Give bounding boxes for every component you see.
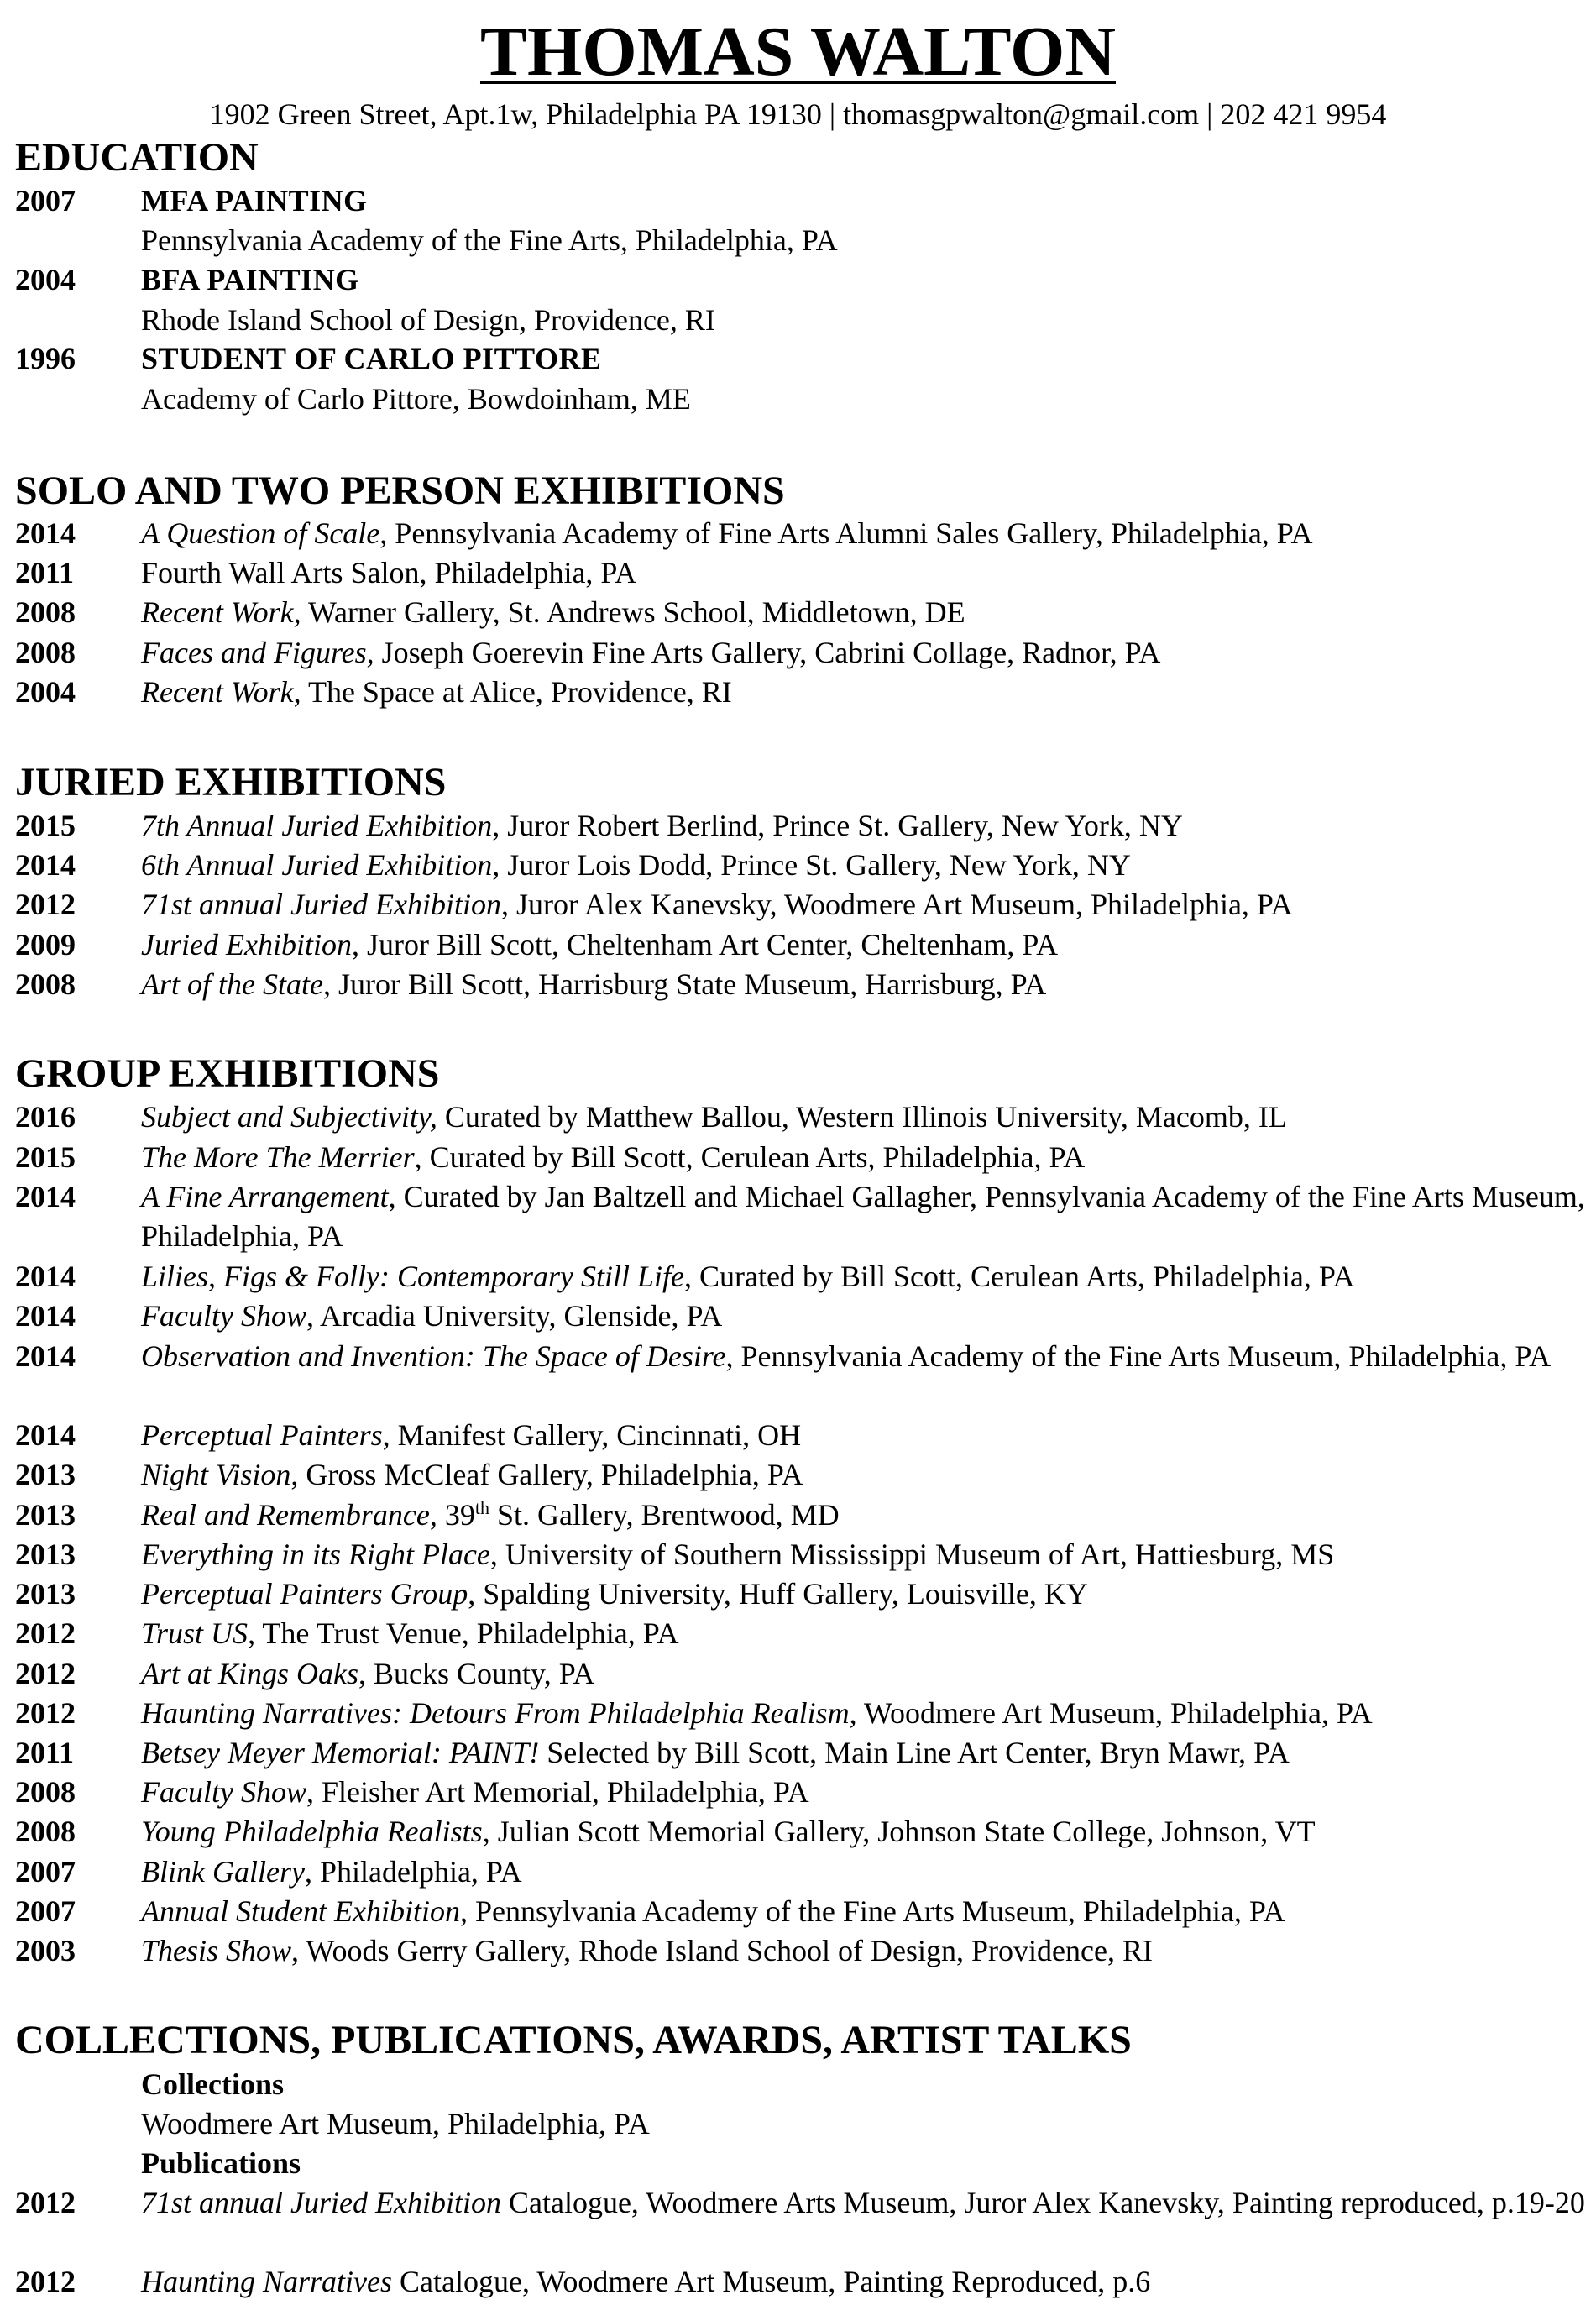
entry	[141, 1733, 1585, 1773]
exhibition-title: The More The Merrier	[141, 1140, 415, 1174]
entry	[141, 1535, 1585, 1574]
publication-title: 71st annual Juried Exhibition	[141, 2186, 501, 2219]
exhibition-details: , Woodmere Art Museum, Philadelphia, PA	[849, 1696, 1373, 1730]
degree: MFA PAINTING	[141, 184, 368, 217]
exhibition-title: Night Vision	[141, 1458, 291, 1491]
entry	[141, 673, 1585, 712]
ordinal-suffix: th	[474, 1497, 490, 1518]
entry	[141, 1097, 1585, 1137]
year: 2016	[15, 1100, 76, 1134]
year: 2014	[15, 848, 76, 882]
exhibition-title: A Fine Arrangement	[141, 1180, 389, 1213]
year: 2013	[15, 1577, 76, 1611]
exhibition-details: , Pennsylvania Academy of the Fine Arts Museum, Philadelphia, PA	[725, 1339, 1552, 1373]
exhibition-details: , Juror Alex Kanevsky, Woodmere Art Museum, Philadelphia, PA	[500, 888, 1293, 921]
entry	[141, 1416, 1585, 1455]
exhibition-details: Selected by Bill Scott, Main Line Art Center, Bryn Mawr, PA	[539, 1736, 1290, 1769]
year: 2004	[15, 263, 76, 296]
exhibition-details: , The Trust Venue, Philadelphia, PA	[248, 1616, 679, 1650]
exhibition-details: Joseph Goerevin Fine Arts Gallery, Cabrini Collage, Radnor, PA	[374, 636, 1161, 669]
year: 2009	[15, 928, 76, 961]
exhibition-details: , Pennsylvania Academy of the Fine Arts Museum, Philadelphia, PA	[459, 1894, 1285, 1928]
exhibition-title: Young Philadelphia Realists	[141, 1815, 483, 1848]
exhibition-title: Annual Student Exhibition	[141, 1894, 460, 1928]
entry	[141, 846, 1585, 885]
exhibition-details: , Curated by Bill Scott, Cerulean Arts, Philadelphia, PA	[414, 1140, 1086, 1174]
exhibition-details: Curated by Matthew Ballou, Western Illinois University, Macomb, IL	[437, 1100, 1287, 1134]
entry	[141, 1297, 1585, 1336]
exhibition-title: Perceptual Painters Group	[141, 1577, 468, 1611]
entry	[141, 514, 1585, 553]
year: 2012	[15, 2186, 76, 2219]
exhibition-title: Faces and Figures,	[141, 636, 374, 669]
exhibition-title: Betsey Meyer Memorial: PAINT!	[141, 1736, 540, 1769]
exhibition-details: , Curated by Bill Scott, Cerulean Arts, Philadelphia, PA	[683, 1260, 1355, 1293]
publications-label: Publications	[141, 2146, 301, 2180]
year: 2008	[15, 967, 76, 1001]
entry	[141, 965, 1585, 1004]
resume-name: THOMAS WALTON	[479, 13, 1117, 91]
degree: BFA PAINTING	[141, 263, 359, 296]
collections-heading: COLLECTIONS, PUBLICATIONS, AWARDS, ARTIST TALKS	[15, 2018, 1132, 2062]
year: 2012	[15, 1657, 76, 1690]
group-heading: GROUP EXHIBITIONS	[15, 1051, 440, 1096]
entry	[141, 593, 1585, 632]
exhibition-details: , Curated by Jan Baltzell and Michael Gallagher, Pennsylvania Academy of the Fine Arts Museum, Philadelphia, PA	[141, 1180, 1585, 1254]
entry	[141, 1574, 1585, 1614]
exhibition-title: Perceptual Painters	[141, 1418, 383, 1452]
entry	[141, 925, 1585, 965]
entry	[141, 1812, 1585, 1852]
year: 1996	[15, 342, 76, 375]
year: 2012	[15, 1696, 76, 1730]
exhibition-details: , Juror Robert Berlind, Prince St. Gallery, New York, NY	[492, 809, 1183, 842]
year: 2008	[15, 1775, 76, 1809]
exhibition-details: , Spalding University, Huff Gallery, Louisville, KY	[468, 1577, 1088, 1611]
year: 2008	[15, 1815, 76, 1848]
entry	[141, 1496, 1585, 1535]
year: 2007	[15, 1894, 76, 1928]
exhibition-details: , Bucks County, PA	[358, 1657, 595, 1690]
entry	[141, 2262, 1585, 2302]
school: Pennsylvania Academy of the Fine Arts, Philadelphia, PA	[141, 223, 838, 257]
year: 2014	[15, 1299, 76, 1333]
school: Academy of Carlo Pittore, Bowdoinham, ME	[141, 382, 691, 416]
exhibition-title: Faculty Show	[141, 1299, 306, 1333]
exhibition-title: Recent Work	[141, 675, 294, 709]
year: 2007	[15, 184, 76, 217]
exhibition-title: 71st annual Juried Exhibition	[141, 888, 501, 921]
year: 2008	[15, 595, 76, 629]
exhibition-title: Subject and Subjectivity,	[141, 1100, 437, 1134]
year: 2013	[15, 1458, 76, 1491]
exhibition-title: Thesis Show	[141, 1934, 292, 1967]
entry	[141, 806, 1585, 846]
year: 2014	[15, 1180, 76, 1213]
exhibition-title: Art of the State	[141, 967, 323, 1001]
education-heading: EDUCATION	[15, 135, 259, 180]
exhibition-details: , Juror Bill Scott, Harrisburg State Museum, Harrisburg, PA	[322, 967, 1047, 1001]
entry	[141, 1614, 1585, 1653]
entry	[141, 1773, 1585, 1812]
exhibition-title: 6th Annual Juried Exhibition	[141, 848, 493, 882]
exhibition-title: Blink Gallery	[141, 1855, 305, 1889]
exhibition-details: , University of Southern Mississippi Museum of Art, Hattiesburg, MS	[489, 1538, 1335, 1571]
year: 2012	[15, 2265, 76, 2298]
entry	[141, 1892, 1585, 1931]
solo-heading: SOLO AND TWO PERSON EXHIBITIONS	[15, 469, 785, 513]
collection-item: Woodmere Art Museum, Philadelphia, PA	[141, 2107, 650, 2140]
exhibition-details: , 39th St. Gallery, Brentwood, MD	[429, 1497, 840, 1532]
entry	[141, 1852, 1585, 1892]
year: 2011	[15, 1736, 75, 1769]
exhibition-title: 7th Annual Juried Exhibition	[141, 809, 493, 842]
year: 2015	[15, 809, 76, 842]
year: 2014	[15, 516, 76, 550]
school: Rhode Island School of Design, Providence, RI	[141, 303, 715, 337]
entry	[141, 2183, 1585, 2223]
exhibition-details: , Gross McCleaf Gallery, Philadelphia, PA	[290, 1458, 803, 1491]
publication-title: Haunting Narratives	[141, 2265, 393, 2298]
exhibition-details: , Philadelphia, PA	[304, 1855, 522, 1889]
entry	[141, 1694, 1585, 1733]
entry	[141, 1654, 1585, 1694]
year: 2013	[15, 1538, 76, 1571]
exhibition-details: , Arcadia University, Glenside, PA	[306, 1299, 723, 1333]
year: 2011	[15, 556, 75, 589]
entry	[141, 1138, 1585, 1177]
exhibition-details: , Pennsylvania Academy of Fine Arts Alumni Sales Gallery, Philadelphia, PA	[379, 516, 1313, 550]
exhibition-details: Fourth Wall Arts Salon, Philadelphia, PA	[141, 556, 637, 589]
entry	[141, 633, 1585, 673]
exhibition-details: , Juror Lois Dodd, Prince St. Gallery, New York, NY	[492, 848, 1131, 882]
exhibition-title: Haunting Narratives: Detours From Philadelphia Realism	[141, 1696, 850, 1730]
entry	[141, 1257, 1585, 1297]
exhibition-details: , Juror Bill Scott, Cheltenham Art Center, Cheltenham, PA	[351, 928, 1059, 961]
year: 2007	[15, 1855, 76, 1889]
entry	[141, 553, 1585, 593]
entry	[141, 1931, 1585, 1971]
exhibition-details: , Manifest Gallery, Cincinnati, OH	[382, 1418, 802, 1452]
year: 2004	[15, 675, 76, 709]
exhibition-title: Real and Remembrance	[141, 1498, 430, 1532]
year: 2015	[15, 1140, 76, 1174]
exhibition-details: , Julian Scott Memorial Gallery, Johnson State College, Johnson, VT	[482, 1815, 1316, 1848]
entry	[141, 1455, 1585, 1495]
exhibition-details: , Fleisher Art Memorial, Philadelphia, PA	[306, 1775, 809, 1809]
year: 2012	[15, 1616, 76, 1650]
entry	[141, 885, 1585, 925]
juried-heading: JURIED EXHIBITIONS	[15, 760, 447, 804]
exhibition-details: Warner Gallery, St. Andrews School, Middletown, DE	[301, 595, 965, 629]
degree: STUDENT OF CARLO PITTORE	[141, 342, 602, 375]
year: 2014	[15, 1418, 76, 1452]
exhibition-details: , The Space at Alice, Providence, RI	[293, 675, 732, 709]
exhibition-title: A Question of Scale	[141, 516, 380, 550]
year: 2013	[15, 1498, 76, 1532]
year: 2014	[15, 1339, 76, 1373]
exhibition-details: , Woods Gerry Gallery, Rhode Island School of Design, Providence, RI	[291, 1934, 1153, 1967]
publication-details: Catalogue, Woodmere Arts Museum, Juror Alex Kanevsky, Painting reproduced, p.19-20	[500, 2186, 1585, 2219]
exhibition-title: Faculty Show	[141, 1775, 306, 1809]
exhibition-title: Recent Work,	[141, 595, 301, 629]
year: 2012	[15, 888, 76, 921]
exhibition-title: Juried Exhibition	[141, 928, 352, 961]
collections-label: Collections	[141, 2067, 284, 2101]
year: 2003	[15, 1934, 76, 1967]
exhibition-title: Trust US	[141, 1616, 249, 1650]
entry	[141, 1337, 1585, 1376]
entry	[141, 1177, 1585, 1257]
exhibition-title: Art at Kings Oaks	[141, 1657, 359, 1690]
exhibition-title: Observation and Invention: The Space of Desire	[141, 1339, 726, 1373]
exhibition-title: Lilies, Figs & Folly: Contemporary Still Life	[141, 1260, 684, 1293]
exhibition-title: Everything in its Right Place	[141, 1538, 490, 1571]
contact-line: 1902 Green Street, Apt.1w, Philadelphia PA 19130 | thomasgpwalton@gmail.com | 202 421 9954	[209, 97, 1387, 131]
year: 2008	[15, 636, 76, 669]
year: 2014	[15, 1260, 76, 1293]
publication-details: Catalogue, Woodmere Art Museum, Painting Reproduced, p.6	[392, 2265, 1151, 2298]
